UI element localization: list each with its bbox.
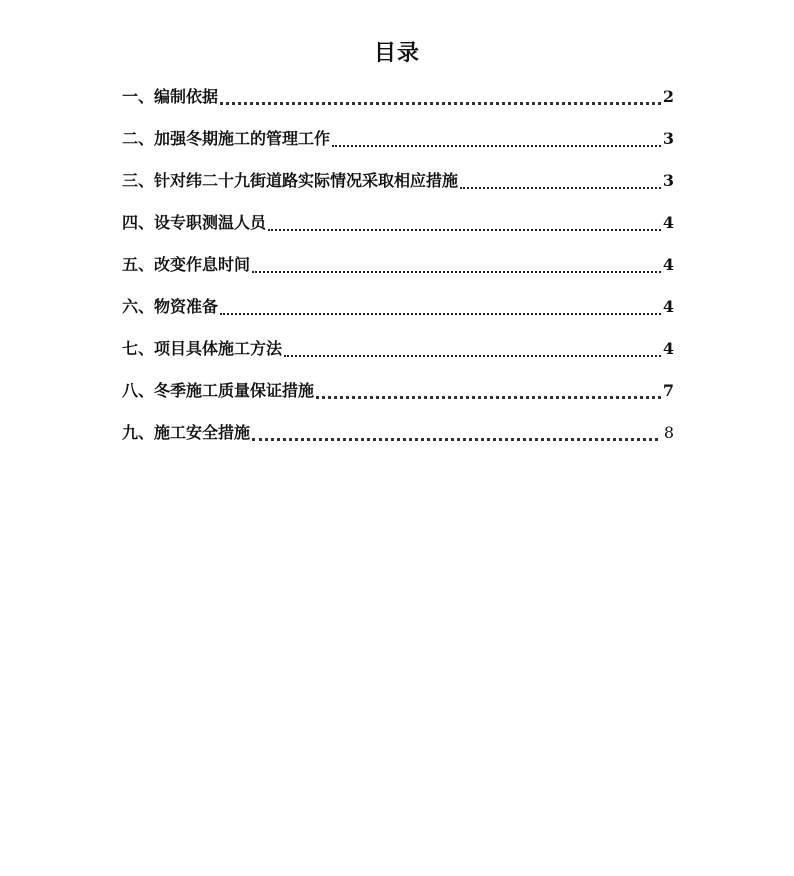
toc-entry[interactable]	[122, 82, 674, 124]
toc-entry-page: 3	[662, 171, 674, 190]
toc-entry-page: 7	[662, 381, 674, 400]
toc-entry-label: 五、改变作息时间	[122, 255, 251, 274]
toc-entry-page: 2	[662, 87, 674, 106]
toc-entry-page: 4	[662, 339, 674, 358]
toc-entry-label: 九、施工安全措施	[122, 423, 251, 442]
toc-leader-dots	[460, 186, 661, 189]
toc-entry-label: 三、针对纬二十九街道路实际情况采取相应措施	[122, 171, 459, 190]
toc-entry[interactable]	[122, 208, 674, 250]
toc-entry-label: 一、编制依据	[122, 87, 219, 106]
toc-entry-label: 七、项目具体施工方法	[122, 339, 283, 358]
toc-entry[interactable]	[122, 418, 674, 460]
toc-entry-page: 3	[662, 129, 674, 148]
toc-leader-dots	[252, 437, 658, 441]
toc-leader-dots	[332, 144, 661, 147]
toc-entry-page: 4	[662, 255, 674, 274]
toc-leader-dots	[268, 228, 661, 231]
toc-entry-label: 二、加强冬期施工的管理工作	[122, 129, 331, 148]
toc-entry-label: 六、物资准备	[122, 297, 219, 316]
toc-entry[interactable]	[122, 124, 674, 166]
toc-leader-dots	[316, 395, 661, 399]
toc-leader-dots	[220, 312, 661, 315]
toc-leader-dots	[220, 101, 661, 105]
toc-entry-page: 4	[662, 297, 674, 316]
toc-entry[interactable]	[122, 166, 674, 208]
toc-leader-dots	[284, 354, 661, 357]
toc-leader-dots	[252, 270, 661, 273]
toc-list	[122, 82, 674, 460]
toc-entry[interactable]	[122, 292, 674, 334]
toc-entry-page: 8	[663, 423, 674, 442]
toc-entry[interactable]	[122, 376, 674, 418]
toc-entry-page: 4	[662, 213, 674, 232]
toc-entry[interactable]	[122, 334, 674, 376]
toc-entry-label: 八、冬季施工质量保证措施	[122, 381, 315, 400]
toc-entry-label: 四、设专职测温人员	[122, 213, 267, 232]
toc-title: 目录	[373, 40, 420, 66]
toc-entry[interactable]	[122, 250, 674, 292]
